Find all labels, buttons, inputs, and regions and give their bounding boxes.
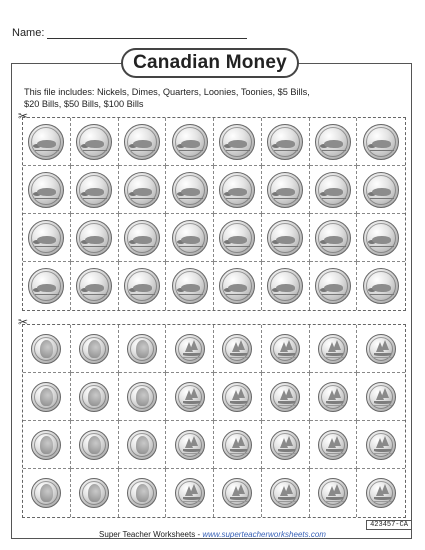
- dime-reverse-coin: [366, 478, 396, 508]
- log-line-shape: [35, 198, 59, 199]
- log-line-shape: [83, 246, 107, 247]
- log-line-shape: [179, 150, 203, 151]
- beaver-shape: [324, 188, 343, 196]
- hull-shape: [326, 497, 343, 500]
- coin-cutout-cell: [71, 262, 119, 310]
- log-line-shape: [274, 294, 298, 295]
- coin-cutout-cell: [71, 325, 119, 373]
- coin-cutout-cell: [357, 166, 405, 214]
- nickel-coin: [28, 124, 64, 160]
- log-line-shape: [131, 246, 155, 247]
- water-shape: [229, 405, 248, 406]
- portrait-shape: [40, 388, 53, 406]
- coin-cutout-cell: [214, 325, 262, 373]
- beaver-shape: [181, 236, 200, 244]
- log-line-shape: [370, 294, 394, 295]
- nickel-coin: [219, 172, 255, 208]
- coin-cutout-cell: [119, 373, 167, 421]
- nickel-coin: [267, 268, 303, 304]
- coin-cutout-cell: [71, 166, 119, 214]
- log-line-shape: [226, 246, 250, 247]
- coin-cutout-cell: [166, 373, 214, 421]
- beaver-shape: [85, 188, 104, 196]
- log-line-shape: [179, 198, 203, 199]
- coin-cutout-cell: [166, 214, 214, 262]
- dime-grid: [22, 324, 406, 518]
- log-line-shape: [274, 198, 298, 199]
- portrait-shape: [88, 436, 101, 454]
- nickel-coin: [172, 220, 208, 256]
- coin-cutout-cell: [357, 373, 405, 421]
- intro-line-1: This file includes: Nickels, Dimes, Quarters, Loonies, Toonies, $5 Bills,: [24, 87, 310, 97]
- beaver-shape: [228, 236, 247, 244]
- coin-cutout-cell: [119, 325, 167, 373]
- beaver-shape: [85, 284, 104, 292]
- log-line-shape: [274, 150, 298, 151]
- beaver-shape: [37, 236, 56, 244]
- name-line[interactable]: [47, 38, 247, 39]
- water-shape: [277, 405, 296, 406]
- dime-obverse-coin: [79, 430, 109, 460]
- dime-reverse-coin: [318, 430, 348, 460]
- dime-reverse-coin: [270, 334, 300, 364]
- portrait-shape: [136, 484, 149, 502]
- name-row: [12, 27, 44, 39]
- log-line-shape: [370, 150, 394, 151]
- coin-cutout-cell: [71, 118, 119, 166]
- log-line-shape: [83, 150, 107, 151]
- coin-cutout-cell: [166, 262, 214, 310]
- water-shape: [373, 405, 392, 406]
- dime-reverse-coin: [222, 430, 252, 460]
- nickel-coin: [267, 172, 303, 208]
- coin-cutout-cell: [310, 166, 358, 214]
- hull-shape: [374, 401, 391, 404]
- coin-cutout-cell: [166, 118, 214, 166]
- coin-cutout-cell: [119, 469, 167, 517]
- coin-cutout-cell: [71, 421, 119, 469]
- beaver-shape: [228, 188, 247, 196]
- beaver-shape: [276, 188, 295, 196]
- name-label: Name:: [12, 27, 45, 39]
- hull-shape: [278, 449, 295, 452]
- log-line-shape: [35, 294, 59, 295]
- sail-shape: [285, 484, 293, 494]
- beaver-shape: [228, 140, 247, 148]
- log-line-shape: [131, 294, 155, 295]
- nickel-coin: [76, 220, 112, 256]
- dime-reverse-coin: [366, 382, 396, 412]
- dime-reverse-coin: [222, 382, 252, 412]
- sail-shape: [333, 436, 341, 446]
- water-shape: [373, 501, 392, 502]
- beaver-shape: [276, 140, 295, 148]
- beaver-shape: [324, 284, 343, 292]
- dime-reverse-coin: [318, 382, 348, 412]
- dime-obverse-coin: [31, 334, 61, 364]
- dime-obverse-coin: [31, 430, 61, 460]
- dime-reverse-coin: [270, 382, 300, 412]
- coin-cutout-cell: [310, 325, 358, 373]
- hull-shape: [230, 497, 247, 500]
- coin-cutout-cell: [262, 421, 310, 469]
- beaver-shape: [276, 284, 295, 292]
- coin-cutout-cell: [310, 262, 358, 310]
- nickel-coin: [172, 172, 208, 208]
- dime-obverse-coin: [127, 430, 157, 460]
- coin-cutout-cell: [357, 421, 405, 469]
- sail-shape: [333, 340, 341, 350]
- log-line-shape: [226, 198, 250, 199]
- water-shape: [325, 501, 344, 502]
- hull-shape: [326, 401, 343, 404]
- water-shape: [277, 357, 296, 358]
- beaver-shape: [85, 140, 104, 148]
- beaver-shape: [37, 188, 56, 196]
- nickel-coin: [363, 220, 399, 256]
- scissors-icon: ✂: [18, 109, 29, 123]
- scissors-icon: ✂: [18, 315, 29, 329]
- dime-reverse-coin: [175, 334, 205, 364]
- hull-shape: [278, 353, 295, 356]
- dime-reverse-coin: [270, 478, 300, 508]
- dime-obverse-coin: [127, 334, 157, 364]
- beaver-shape: [133, 140, 152, 148]
- coin-cutout-cell: [310, 469, 358, 517]
- coin-cutout-cell: [23, 325, 71, 373]
- coin-cutout-cell: [166, 166, 214, 214]
- coin-cutout-cell: [262, 214, 310, 262]
- sail-shape: [237, 340, 245, 350]
- beaver-shape: [324, 236, 343, 244]
- portrait-shape: [136, 388, 149, 406]
- log-line-shape: [35, 246, 59, 247]
- coin-cutout-cell: [214, 421, 262, 469]
- coin-cutout-cell: [166, 325, 214, 373]
- log-line-shape: [35, 150, 59, 151]
- nickel-coin: [124, 124, 160, 160]
- coin-cutout-cell: [119, 118, 167, 166]
- coin-cutout-cell: [23, 166, 71, 214]
- coin-cutout-cell: [357, 118, 405, 166]
- dime-reverse-coin: [318, 334, 348, 364]
- nickel-coin: [219, 268, 255, 304]
- portrait-shape: [88, 388, 101, 406]
- hull-shape: [326, 449, 343, 452]
- portrait-shape: [88, 340, 101, 358]
- hull-shape: [230, 353, 247, 356]
- coin-cutout-cell: [23, 469, 71, 517]
- nickel-coin: [267, 124, 303, 160]
- coin-cutout-cell: [23, 421, 71, 469]
- hull-shape: [374, 449, 391, 452]
- portrait-shape: [88, 484, 101, 502]
- water-shape: [373, 357, 392, 358]
- log-line-shape: [226, 294, 250, 295]
- nickel-coin: [363, 172, 399, 208]
- water-shape: [277, 453, 296, 454]
- dime-reverse-coin: [366, 430, 396, 460]
- sail-shape: [285, 436, 293, 446]
- nickel-coin: [315, 268, 351, 304]
- nickel-coin: [363, 124, 399, 160]
- dime-obverse-coin: [79, 334, 109, 364]
- hull-shape: [326, 353, 343, 356]
- sail-shape: [333, 388, 341, 398]
- nickel-coin: [28, 220, 64, 256]
- footer-separator: -: [195, 530, 203, 539]
- dime-obverse-coin: [127, 478, 157, 508]
- sail-shape: [190, 484, 198, 494]
- log-line-shape: [226, 150, 250, 151]
- coin-cutout-cell: [357, 469, 405, 517]
- nickel-coin: [76, 268, 112, 304]
- portrait-shape: [136, 436, 149, 454]
- water-shape: [182, 501, 201, 502]
- coin-cutout-cell: [214, 469, 262, 517]
- coin-cutout-cell: [214, 118, 262, 166]
- coin-cutout-cell: [214, 373, 262, 421]
- water-shape: [182, 453, 201, 454]
- hull-shape: [230, 449, 247, 452]
- dime-reverse-coin: [175, 478, 205, 508]
- hull-shape: [374, 353, 391, 356]
- water-shape: [229, 357, 248, 358]
- intro-text: [24, 86, 404, 110]
- nickel-coin: [124, 172, 160, 208]
- beaver-shape: [372, 236, 391, 244]
- beaver-shape: [181, 188, 200, 196]
- footer: [0, 530, 425, 539]
- beaver-shape: [133, 236, 152, 244]
- coin-cutout-cell: [119, 166, 167, 214]
- dime-reverse-coin: [222, 334, 252, 364]
- log-line-shape: [179, 294, 203, 295]
- nickel-coin: [28, 172, 64, 208]
- coin-cutout-cell: [262, 118, 310, 166]
- sail-shape: [190, 436, 198, 446]
- coin-cutout-cell: [262, 166, 310, 214]
- dime-obverse-coin: [31, 478, 61, 508]
- nickel-coin: [172, 124, 208, 160]
- log-line-shape: [322, 150, 346, 151]
- sail-shape: [285, 340, 293, 350]
- nickel-coin: [363, 268, 399, 304]
- dime-obverse-coin: [79, 478, 109, 508]
- sail-shape: [381, 340, 389, 350]
- sail-shape: [237, 436, 245, 446]
- nickel-coin: [267, 220, 303, 256]
- hull-shape: [374, 497, 391, 500]
- sail-shape: [333, 484, 341, 494]
- sail-shape: [285, 388, 293, 398]
- coin-cutout-cell: [310, 421, 358, 469]
- hull-shape: [278, 497, 295, 500]
- hull-shape: [230, 401, 247, 404]
- nickel-coin: [28, 268, 64, 304]
- worksheet-code: 423457-CA: [366, 520, 412, 530]
- dime-obverse-coin: [127, 382, 157, 412]
- sail-shape: [381, 436, 389, 446]
- dime-reverse-coin: [366, 334, 396, 364]
- coin-cutout-cell: [310, 373, 358, 421]
- portrait-shape: [40, 436, 53, 454]
- log-line-shape: [83, 294, 107, 295]
- hull-shape: [183, 353, 200, 356]
- log-line-shape: [274, 246, 298, 247]
- portrait-shape: [136, 340, 149, 358]
- dime-reverse-coin: [222, 478, 252, 508]
- coin-cutout-cell: [23, 373, 71, 421]
- nickel-coin: [219, 220, 255, 256]
- coin-cutout-cell: [262, 469, 310, 517]
- water-shape: [277, 501, 296, 502]
- log-line-shape: [179, 246, 203, 247]
- portrait-shape: [40, 484, 53, 502]
- nickel-coin: [124, 268, 160, 304]
- coin-cutout-cell: [262, 262, 310, 310]
- sail-shape: [237, 484, 245, 494]
- dime-obverse-coin: [79, 382, 109, 412]
- log-line-shape: [322, 198, 346, 199]
- beaver-shape: [37, 140, 56, 148]
- nickel-coin: [315, 124, 351, 160]
- water-shape: [325, 405, 344, 406]
- sail-shape: [381, 388, 389, 398]
- beaver-shape: [181, 140, 200, 148]
- beaver-shape: [37, 284, 56, 292]
- log-line-shape: [131, 198, 155, 199]
- coin-cutout-cell: [23, 118, 71, 166]
- hull-shape: [278, 401, 295, 404]
- coin-cutout-cell: [23, 262, 71, 310]
- coin-cutout-cell: [357, 262, 405, 310]
- log-line-shape: [370, 246, 394, 247]
- water-shape: [229, 501, 248, 502]
- footer-brand: Super Teacher Worksheets: [99, 530, 196, 539]
- page-title-text: Canadian Money: [133, 52, 287, 73]
- nickel-grid: [22, 117, 406, 311]
- water-shape: [229, 453, 248, 454]
- beaver-shape: [133, 284, 152, 292]
- beaver-shape: [372, 140, 391, 148]
- coin-cutout-cell: [357, 325, 405, 373]
- coin-cutout-cell: [214, 166, 262, 214]
- nickel-coin: [315, 220, 351, 256]
- coin-cutout-cell: [310, 214, 358, 262]
- coin-cutout-cell: [119, 262, 167, 310]
- nickel-coin: [124, 220, 160, 256]
- coin-cutout-cell: [310, 118, 358, 166]
- beaver-shape: [372, 188, 391, 196]
- coin-cutout-cell: [23, 214, 71, 262]
- coin-cutout-cell: [166, 421, 214, 469]
- beaver-shape: [85, 236, 104, 244]
- dime-reverse-coin: [318, 478, 348, 508]
- log-line-shape: [83, 198, 107, 199]
- log-line-shape: [322, 294, 346, 295]
- coin-cutout-cell: [71, 469, 119, 517]
- coin-cutout-cell: [214, 262, 262, 310]
- coin-cutout-cell: [71, 214, 119, 262]
- intro-line-2: $20 Bills, $50 Bills, $100 Bills: [24, 99, 144, 109]
- coin-cutout-cell: [262, 325, 310, 373]
- coin-cutout-cell: [166, 469, 214, 517]
- dime-obverse-coin: [31, 382, 61, 412]
- hull-shape: [183, 449, 200, 452]
- page-title: [121, 48, 299, 78]
- water-shape: [182, 357, 201, 358]
- coin-cutout-cell: [357, 214, 405, 262]
- dime-reverse-coin: [175, 430, 205, 460]
- sail-shape: [381, 484, 389, 494]
- beaver-shape: [276, 236, 295, 244]
- dime-reverse-coin: [175, 382, 205, 412]
- water-shape: [325, 453, 344, 454]
- beaver-shape: [181, 284, 200, 292]
- water-shape: [325, 357, 344, 358]
- hull-shape: [183, 497, 200, 500]
- log-line-shape: [131, 150, 155, 151]
- dime-reverse-coin: [270, 430, 300, 460]
- nickel-coin: [76, 124, 112, 160]
- beaver-shape: [133, 188, 152, 196]
- water-shape: [182, 405, 201, 406]
- nickel-coin: [76, 172, 112, 208]
- beaver-shape: [324, 140, 343, 148]
- coin-cutout-cell: [262, 373, 310, 421]
- coin-cutout-cell: [214, 214, 262, 262]
- nickel-coin: [172, 268, 208, 304]
- beaver-shape: [372, 284, 391, 292]
- nickel-coin: [315, 172, 351, 208]
- beaver-shape: [228, 284, 247, 292]
- log-line-shape: [322, 246, 346, 247]
- log-line-shape: [370, 198, 394, 199]
- coin-cutout-cell: [119, 214, 167, 262]
- nickel-coin: [219, 124, 255, 160]
- coin-cutout-cell: [71, 373, 119, 421]
- sail-shape: [237, 388, 245, 398]
- coin-cutout-cell: [119, 421, 167, 469]
- sail-shape: [190, 388, 198, 398]
- water-shape: [373, 453, 392, 454]
- hull-shape: [183, 401, 200, 404]
- sail-shape: [190, 340, 198, 350]
- portrait-shape: [40, 340, 53, 358]
- footer-site-link[interactable]: www.superteacherworksheets.com: [202, 530, 326, 539]
